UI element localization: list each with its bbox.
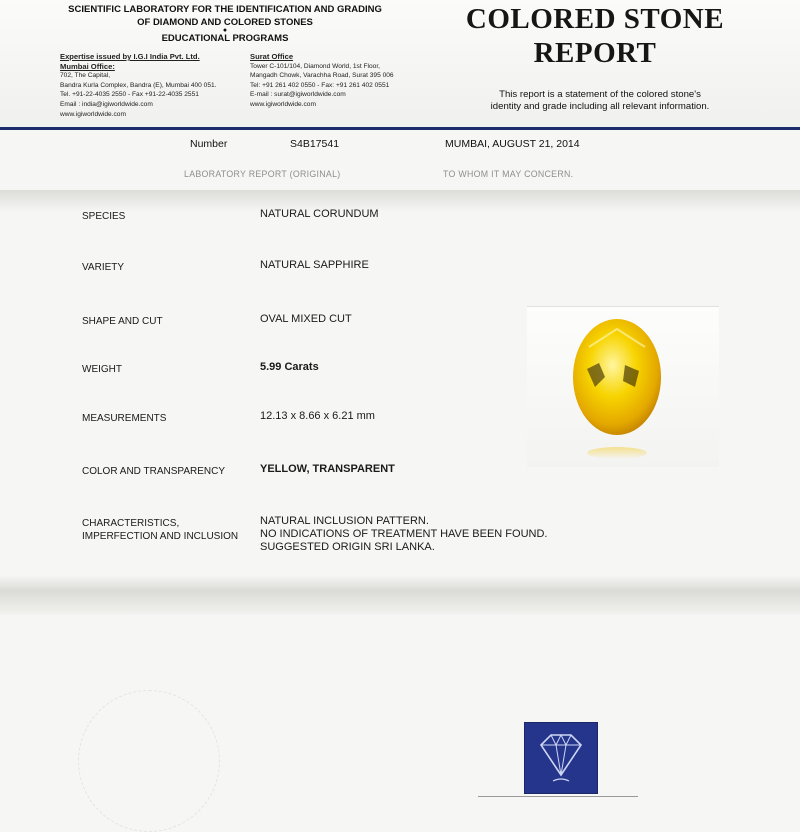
website-line: www.igiworldwide.com [60, 110, 126, 118]
office-title: Mumbai Office: [60, 61, 115, 71]
signature-line [478, 796, 638, 797]
color-transparency-value: YELLOW, TRANSPARENT [260, 463, 395, 475]
characteristics-value [260, 515, 547, 554]
characteristics-line: SUGGESTED ORIGIN SRI LANKA. [260, 541, 435, 553]
report-description [460, 89, 740, 113]
report-title-line: COLORED STONE [465, 3, 725, 35]
variety-label: VARIETY [82, 262, 125, 273]
gem-photo [527, 307, 719, 467]
address-line: 702, The Capital, [60, 72, 111, 80]
website-line: www.igiworldwide.com [250, 100, 316, 108]
lab-title [60, 4, 390, 46]
phone-line: Tel. +91-22-4035 2550 - Fax +91-22-4035 2551 [60, 91, 199, 99]
measurements-value: 12.13 x 8.66 x 6.21 mm [260, 410, 375, 422]
address-line: Tower C-101/104, Diamond World, 1st Floor, [250, 62, 380, 70]
color-transparency-label: COLOR AND TRANSPARENCY [82, 466, 225, 477]
gem-photo-frame [527, 306, 719, 467]
paper-fold [0, 575, 800, 615]
sapphire-gem [573, 319, 661, 435]
paper-fold [0, 190, 800, 212]
species-value: NATURAL CORUNDUM [260, 208, 379, 220]
lab-title-line: SCIENTIFIC LABORATORY FOR THE IDENTIFICATION AND GRADING [68, 4, 382, 15]
email-line: Email : india@igiworldwide.com [60, 100, 153, 108]
characteristics-line: NO INDICATIONS OF TREATMENT HAVE BEEN FOUND. [260, 528, 548, 540]
mumbai-office [60, 52, 250, 119]
measurements-label: MEASUREMENTS [82, 413, 167, 424]
office-title: Surat Office [250, 52, 294, 61]
diamond-icon [525, 723, 597, 793]
weight-label: WEIGHT [82, 364, 122, 375]
weight-value: 5.99 Carats [260, 361, 319, 373]
report-note-line: identity and grade including all relevant information. [490, 101, 710, 112]
characteristics-label [82, 517, 238, 543]
lab-title-line: OF DIAMOND AND COLORED STONES [137, 16, 313, 28]
report-type: LABORATORY REPORT (ORIGINAL) [184, 169, 341, 179]
address-line: Bandra Kurla Complex, Bandra (E), Mumbai 400 051. [60, 81, 217, 89]
species-label: SPECIES [82, 211, 126, 222]
igi-logo [524, 722, 598, 794]
address-line: Mangadh Chowk, Varachha Road, Surat 395 006 [250, 72, 394, 80]
shape-cut-label: SHAPE AND CUT [82, 316, 163, 327]
expertise-line: Expertise issued by I.G.I India Pvt. Ltd. [60, 52, 200, 61]
report-title-line: REPORT [533, 37, 657, 69]
characteristics-label-line: IMPERFECTION AND INCLUSION [82, 531, 239, 542]
embossed-seal [78, 690, 220, 832]
characteristics-line: NATURAL INCLUSION PATTERN. [260, 515, 429, 527]
report-number: S4B17541 [290, 138, 340, 150]
bullet-dot-icon: ● [222, 27, 228, 34]
addressee: TO WHOM IT MAY CONCERN. [443, 169, 574, 179]
report-note-line: This report is a statement of the colored stone's [499, 89, 701, 100]
characteristics-label-line: CHARACTERISTICS, [82, 518, 180, 529]
place-date: MUMBAI, AUGUST 21, 2014 [445, 138, 580, 150]
number-label: Number [190, 138, 228, 150]
report-header [0, 0, 800, 130]
variety-value: NATURAL SAPPHIRE [260, 259, 369, 271]
phone-line: Tel: +91 261 402 0550 - Fax: +91 261 402 0551 [250, 81, 390, 89]
surat-office [250, 52, 430, 110]
shape-cut-value: OVAL MIXED CUT [260, 313, 352, 325]
lab-title-line: EDUCATIONAL PROGRAMS [161, 33, 289, 44]
gem-reflection [587, 447, 647, 459]
email-line: E-mail : surat@igiworldwide.com [250, 91, 346, 99]
report-title [440, 2, 750, 70]
